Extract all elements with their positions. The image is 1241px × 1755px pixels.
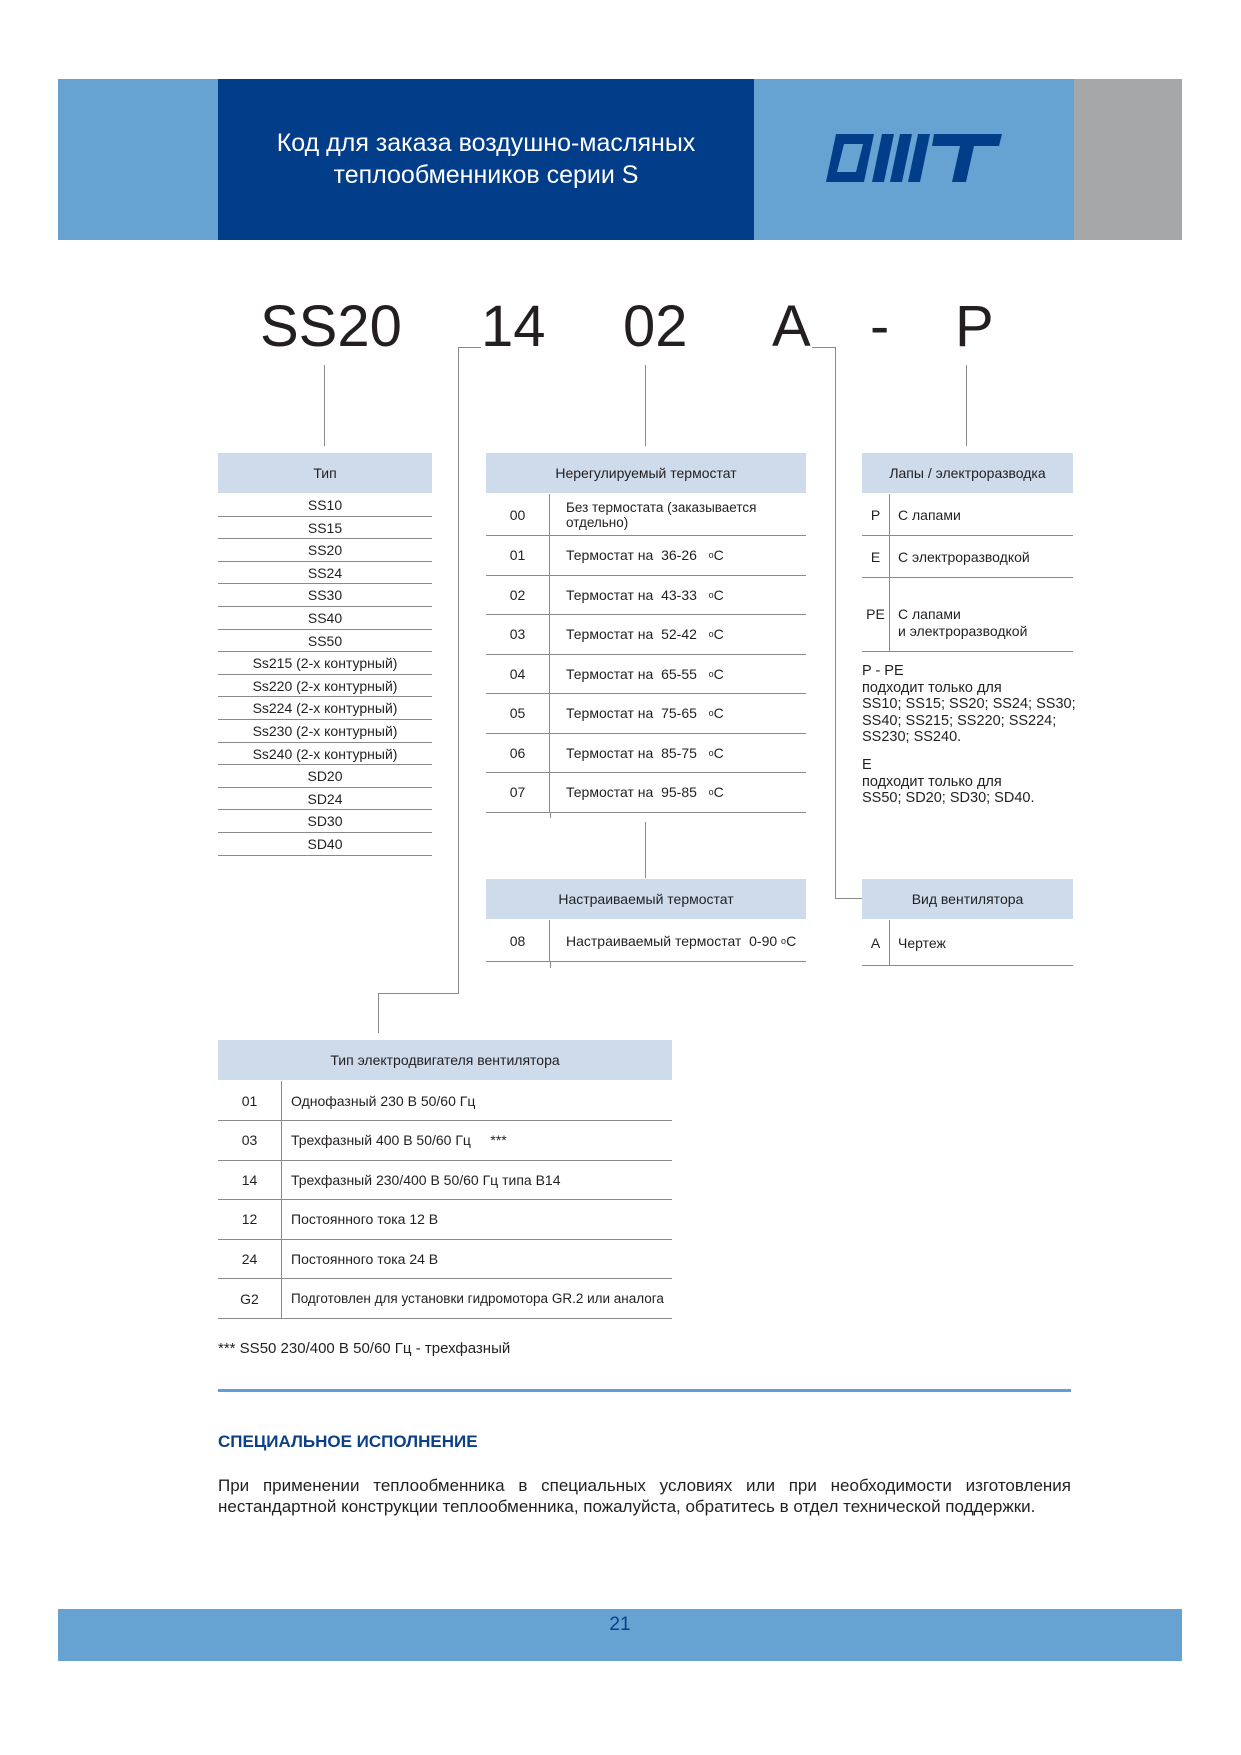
table-row: [862, 494, 1073, 536]
page-number: 21: [609, 1614, 631, 1635]
row-code: 00: [486, 494, 550, 535]
row-desc-text: Настраиваемый термостат: [566, 932, 742, 949]
motor-footnote: *** SS50 230/400 В 50/60 Гц - трехфазный: [218, 1340, 511, 1357]
type-item: SS10: [218, 494, 432, 517]
note-pe-line3: SS40; SS215; SS220; SS224;: [862, 712, 1057, 729]
type-item: SD24: [218, 788, 432, 811]
row-desc: Подготовлен для установки гидромотора GR.2 или аналога: [291, 1291, 664, 1306]
row-code: E: [862, 536, 890, 577]
table-row: [486, 694, 806, 734]
code-column-tail: [550, 812, 551, 818]
table-row: [486, 773, 806, 813]
row-desc-text: Трехфазный 400 В 50/60 Гц: [291, 1132, 471, 1149]
degree-mark: o: [708, 668, 714, 679]
type-item: Ss220 (2-х контурный): [218, 675, 432, 698]
row-desc-text: Термостат на: [566, 547, 654, 564]
table-row: [486, 920, 806, 962]
section-divider: [218, 1389, 1071, 1392]
row-desc-text: Термостат на: [566, 626, 654, 643]
type-item: SS20: [218, 539, 432, 562]
row-desc: [291, 1121, 507, 1160]
note-pe-line4: SS230; SS240.: [862, 729, 962, 745]
row-desc: [566, 576, 724, 615]
row-code: 24: [218, 1240, 282, 1279]
type-item: SD30: [218, 810, 432, 833]
row-code: 01: [218, 1081, 282, 1120]
connector-thermostat: [645, 365, 646, 446]
row-code: 03: [218, 1121, 282, 1160]
motor-type-header: Тип электродвигателя вентилятора: [218, 1040, 672, 1080]
adjustable-thermostat-header: Настраиваемый термостат: [486, 879, 806, 919]
type-item: Ss240 (2-х контурный): [218, 743, 432, 766]
connector-motor-down: [378, 993, 379, 1033]
row-code: PE: [862, 578, 890, 651]
row-desc-text: Без термостата (заказывается отдельно): [566, 499, 757, 530]
table-row: [218, 1240, 672, 1280]
row-range: 75-65: [661, 705, 697, 722]
table-row: [862, 578, 1073, 652]
row-unit: C: [713, 784, 724, 801]
row-desc: С лапами: [898, 506, 961, 523]
omt-logo: [822, 132, 1004, 184]
connector-motor-vertical: [458, 347, 459, 993]
degree-mark: o: [708, 708, 714, 719]
table-row: [218, 1279, 672, 1319]
row-code: G2: [218, 1279, 282, 1318]
row-code: 01: [486, 536, 550, 575]
row-desc: [566, 615, 724, 654]
connector-fan-top: [812, 347, 835, 348]
degree-mark: o: [708, 787, 714, 798]
row-code: 12: [218, 1200, 282, 1239]
row-unit: C: [713, 626, 724, 643]
row-desc: С электроразводкой: [898, 548, 1030, 565]
connector-motor-top: [458, 347, 481, 348]
row-desc: [566, 494, 806, 535]
type-item: Ss224 (2-х контурный): [218, 697, 432, 720]
connector-type: [324, 365, 325, 446]
degree-mark: o: [708, 589, 714, 600]
table-row: [486, 655, 806, 695]
table-row: [486, 494, 806, 536]
row-footnote-mark: ***: [490, 1132, 507, 1149]
degree-mark: o: [708, 747, 714, 758]
row-desc: [898, 578, 1027, 651]
row-desc-text: Термостат на: [566, 784, 654, 801]
table-row: [486, 536, 806, 576]
special-section-title: СПЕЦИАЛЬНОЕ ИСПОЛНЕНИЕ: [218, 1432, 478, 1451]
table-row: [218, 1161, 672, 1201]
row-code: 07: [486, 773, 550, 812]
row-code: 08: [486, 920, 550, 961]
connector-fan-vertical: [835, 347, 836, 899]
row-code: A: [862, 920, 890, 965]
type-table-header: Тип: [218, 453, 432, 493]
row-range: 65-55: [661, 665, 697, 682]
type-item: SS40: [218, 607, 432, 630]
connector-adjustable: [645, 822, 646, 878]
page-title: [218, 127, 754, 191]
type-item: SS24: [218, 562, 432, 585]
row-unit: C: [713, 744, 724, 761]
table-row: [862, 536, 1073, 578]
code-thermostat: 02: [623, 294, 688, 359]
row-code: 05: [486, 694, 550, 733]
row-unit: C: [713, 547, 724, 564]
header-gray-block: [1074, 79, 1182, 240]
note-pe-line2: SS10; SS15; SS20; SS24; SS30;: [862, 696, 1076, 712]
code-fan: A: [772, 294, 811, 359]
row-code: 02: [486, 576, 550, 615]
row-range: 95-85: [661, 784, 697, 801]
row-code: 03: [486, 615, 550, 654]
connector-fan-horizontal: [835, 898, 862, 899]
code-motor: 14: [481, 294, 546, 359]
code-column-tail: [550, 962, 551, 968]
feet-note-pe: [862, 663, 1076, 746]
code-type: SS20: [260, 294, 402, 359]
feet-wiring-header: Лапы / электроразводка: [862, 453, 1073, 493]
row-unit: C: [786, 932, 797, 949]
code-dash: -: [870, 294, 890, 359]
row-desc-text: Термостат на: [566, 665, 654, 682]
row-desc-text: Термостат на: [566, 744, 654, 761]
row-desc-text: Термостат на: [566, 705, 654, 722]
page-title-line2: теплообменников серии S: [333, 161, 639, 189]
row-unit: C: [713, 705, 724, 722]
note-pe-line1: подходит только для: [862, 679, 1002, 696]
degree-mark: o: [708, 550, 714, 561]
row-code: 06: [486, 734, 550, 773]
row-range: 43-33: [661, 586, 697, 603]
row-desc: [566, 920, 796, 961]
row-desc: [566, 694, 724, 733]
row-range: 36-26: [661, 547, 697, 564]
type-item: SS15: [218, 517, 432, 540]
table-row: [862, 920, 1073, 966]
row-desc: [566, 655, 724, 694]
row-unit: C: [713, 665, 724, 682]
note-e-title: E: [862, 757, 872, 773]
table-row: [486, 576, 806, 616]
table-row: [218, 1081, 672, 1121]
type-item: SS30: [218, 584, 432, 607]
note-e-line2: SS50; SD20; SD30; SD40.: [862, 790, 1035, 806]
degree-mark: o: [708, 629, 714, 640]
row-range: 85-75: [661, 744, 697, 761]
note-pe-title: P - PE: [862, 663, 904, 679]
row-desc: Постоянного тока 12 В: [291, 1211, 439, 1228]
table-row: [486, 615, 806, 655]
row-range: 0-90: [749, 932, 778, 949]
row-unit: C: [713, 586, 724, 603]
table-row: [486, 734, 806, 774]
row-desc-line1: С лапами: [898, 606, 961, 622]
type-item: Ss215 (2-х контурный): [218, 652, 432, 675]
note-e-line1: подходит только для: [862, 773, 1002, 790]
degree-mark: o: [781, 935, 787, 946]
connector-feet: [966, 365, 967, 446]
row-desc: Чертеж: [898, 934, 946, 951]
row-code: 04: [486, 655, 550, 694]
fixed-thermostat-header: Нерегулируемый термостат: [486, 453, 806, 493]
page-title-line1: Код для заказа воздушно-масляных: [276, 129, 696, 157]
type-item: SS50: [218, 630, 432, 653]
row-desc: [566, 773, 724, 812]
special-section-text: При применении теплообменника в специальных условиях или при необходимости изготовления нестандартной конструкции теплообменника, пожалуйста, обратитесь в отдел технической поддержки.: [218, 1476, 1071, 1516]
type-item: SD20: [218, 765, 432, 788]
feet-note-e: [862, 757, 1035, 807]
connector-motor-horizontal: [378, 993, 459, 994]
row-desc: [566, 536, 724, 575]
row-desc-text: Термостат на: [566, 586, 654, 603]
row-desc-line2: и электроразводкой: [898, 623, 1028, 639]
table-row: [218, 1121, 672, 1161]
row-code: P: [862, 494, 890, 535]
table-row: [218, 1200, 672, 1240]
row-range: 52-42: [661, 626, 697, 643]
type-item: Ss230 (2-х контурный): [218, 720, 432, 743]
code-feet: P: [955, 294, 994, 359]
row-code: 14: [218, 1161, 282, 1200]
row-desc: Постоянного тока 24 В: [291, 1250, 439, 1267]
fan-type-header: Вид вентилятора: [862, 879, 1073, 919]
row-desc: Трехфазный 230/400 В 50/60 Гц типа B14: [291, 1171, 561, 1188]
row-desc: Однофазный 230 В 50/60 Гц: [291, 1092, 476, 1109]
row-desc: [566, 734, 724, 773]
type-item: SD40: [218, 833, 432, 856]
